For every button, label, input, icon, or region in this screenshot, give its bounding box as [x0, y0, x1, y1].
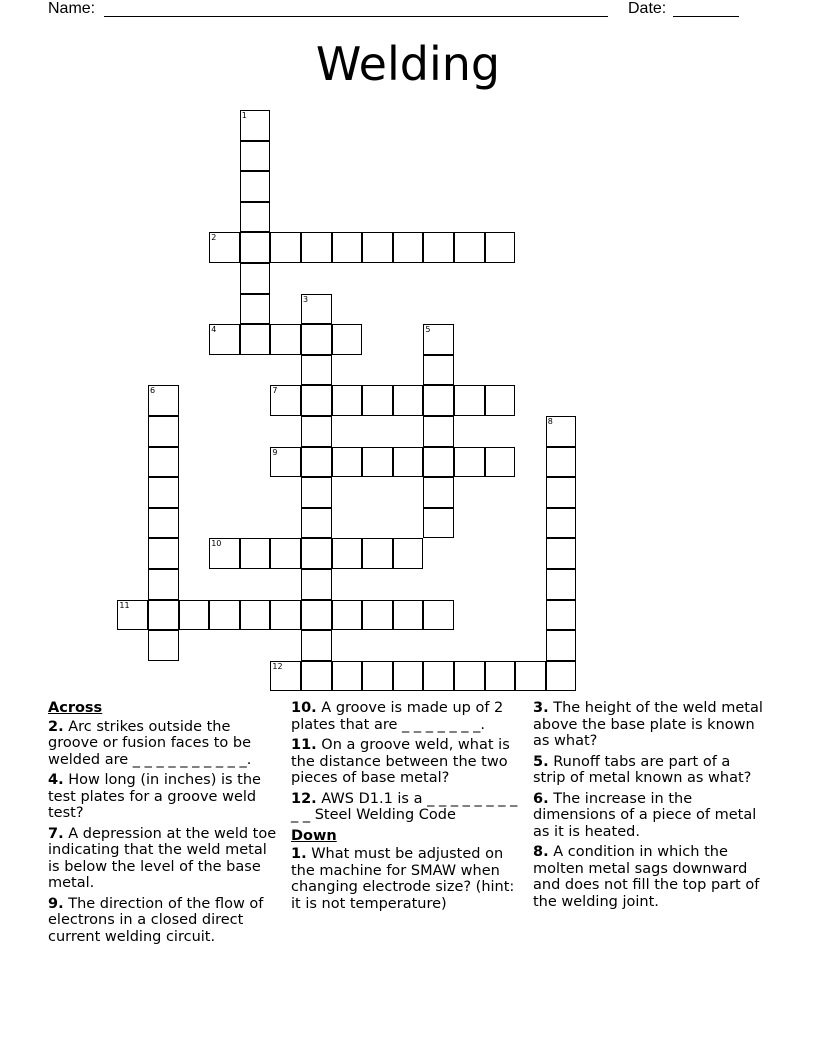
grid-cell[interactable]: [240, 141, 271, 172]
clue-down-6: [533, 791, 767, 841]
clue-text: AWS D1.1 is a _ _ _ _ _ _ _ _ _ _ Steel Welding Code: [291, 790, 518, 823]
grid-cell[interactable]: [270, 600, 301, 631]
cell-number: 4: [211, 325, 217, 335]
clue-across-7: [48, 826, 280, 892]
clue-text: The increase in the dimensions of a piece of metal as it is heated.: [533, 790, 757, 840]
grid-cell[interactable]: [148, 477, 179, 508]
grid-cell[interactable]: [332, 324, 363, 355]
grid-cell[interactable]: [454, 447, 485, 478]
cell-number: 1: [241, 111, 247, 120]
grid-cell[interactable]: [362, 538, 393, 569]
grid-cell[interactable]: [362, 232, 393, 263]
cell-number: 6: [150, 386, 156, 396]
grid-cell[interactable]: [454, 232, 485, 263]
grid-cell[interactable]: [423, 355, 454, 386]
grid-cell[interactable]: [362, 385, 393, 416]
clue-number: 7.: [48, 825, 64, 842]
grid-cell[interactable]: [546, 630, 577, 661]
grid-cell[interactable]: [332, 538, 363, 569]
grid-cell[interactable]: [393, 600, 424, 631]
grid-cell[interactable]: [423, 416, 454, 447]
grid-cell[interactable]: [270, 538, 301, 569]
page-title: Welding: [315, 37, 501, 91]
grid-cell[interactable]: [393, 385, 424, 416]
cell-number: 11: [119, 600, 130, 610]
clue-number: 11.: [291, 737, 317, 753]
clue-text: The height of the weld metal above the base plate is known as what?: [533, 700, 763, 749]
cell-number: 12: [272, 661, 283, 671]
clue-number: 1.: [291, 846, 307, 862]
clue-down-8: [533, 844, 767, 910]
clue-number: 6.: [533, 790, 549, 807]
grid-cell[interactable]: [240, 324, 271, 355]
clues-column-2: [291, 700, 521, 916]
grid-cell[interactable]: [546, 600, 577, 631]
grid-cell[interactable]: [332, 661, 363, 692]
grid-cell[interactable]: [515, 661, 546, 692]
clue-number: 5.: [533, 753, 549, 770]
name-label: Name:: [48, 0, 96, 17]
grid-cell[interactable]: [148, 630, 179, 661]
clue-across-9: [48, 896, 280, 946]
grid-cell[interactable]: [332, 385, 363, 416]
grid-cell[interactable]: [301, 232, 332, 263]
grid-cell[interactable]: [546, 508, 577, 539]
clue-across-11: [291, 737, 521, 787]
grid-cell[interactable]: [240, 294, 271, 325]
grid-cell[interactable]: [148, 538, 179, 569]
grid-cell[interactable]: [454, 385, 485, 416]
grid-cell[interactable]: [148, 447, 179, 478]
cell-number: 3: [303, 294, 309, 304]
grid-cell[interactable]: [270, 232, 301, 263]
grid-cell[interactable]: [485, 661, 516, 692]
grid-cell[interactable]: [362, 600, 393, 631]
grid-cell[interactable]: [362, 447, 393, 478]
grid-cell[interactable]: [485, 385, 516, 416]
grid-cell[interactable]: [148, 508, 179, 539]
grid-cell[interactable]: [546, 661, 577, 692]
clue-text: The direction of the flow of electrons in a closed direct current welding circuit.: [48, 895, 264, 945]
clue-number: 3.: [533, 700, 549, 716]
cell-number: 5: [425, 325, 431, 335]
grid-cell[interactable]: [423, 385, 454, 416]
grid-cell[interactable]: [148, 600, 179, 631]
grid-cell[interactable]: [332, 600, 363, 631]
grid-cell[interactable]: [301, 569, 332, 600]
clue-down-5: [533, 754, 767, 787]
grid-cell[interactable]: [546, 477, 577, 508]
cell-number: 8: [547, 417, 553, 426]
grid-cell[interactable]: [240, 171, 271, 202]
clue-number: 9.: [48, 895, 64, 912]
clue-number: 4.: [48, 772, 64, 788]
clue-across-2: [48, 719, 280, 769]
cell-number: 9: [272, 447, 278, 457]
grid-cell[interactable]: [209, 600, 240, 631]
grid-cell[interactable]: [301, 324, 332, 355]
grid-cell[interactable]: [148, 569, 179, 600]
grid-cell[interactable]: [454, 661, 485, 692]
grid-cell[interactable]: [423, 508, 454, 539]
grid-cell[interactable]: [301, 447, 332, 478]
clues-column-3: [533, 700, 767, 914]
clue-across-10: [291, 700, 521, 733]
clue-text: Runoff tabs are part of a strip of metal known as what?: [533, 753, 752, 786]
grid-cell[interactable]: [240, 202, 271, 233]
clue-number: 2.: [48, 718, 64, 735]
grid-cell[interactable]: [332, 447, 363, 478]
clue-text: What must be adjusted on the machine for SMAW when changing electrode size? (hint: it is not temperature): [291, 846, 515, 912]
clue-text: On a groove weld, what is the distance between the two pieces of base metal?: [291, 737, 510, 786]
cell-number: 2: [211, 233, 217, 243]
clue-down-1: [291, 846, 521, 912]
grid-cell[interactable]: [301, 385, 332, 416]
grid-cell[interactable]: [240, 600, 271, 631]
grid-cell[interactable]: [301, 661, 332, 692]
date-label: Date:: [628, 0, 667, 17]
clue-down-3: [533, 700, 767, 750]
grid-cell[interactable]: [546, 569, 577, 600]
cell-number: 7: [272, 386, 278, 396]
grid-cell[interactable]: [301, 477, 332, 508]
grid-cell[interactable]: [393, 661, 424, 692]
clue-text: A groove is made up of 2 plates that are _ _ _ _ _ _ _.: [291, 700, 504, 733]
grid-cell[interactable]: [332, 232, 363, 263]
cell-number: 10: [211, 539, 222, 549]
clues-column-1: [48, 700, 280, 949]
grid-cell[interactable]: [148, 416, 179, 447]
grid-cell[interactable]: [301, 508, 332, 539]
grid-cell[interactable]: [301, 600, 332, 631]
grid-cell[interactable]: [485, 447, 516, 478]
grid-cell[interactable]: [301, 355, 332, 386]
clue-number: 10.: [291, 700, 317, 716]
grid-cell[interactable]: [393, 538, 424, 569]
grid-cell[interactable]: [423, 232, 454, 263]
clue-across-12: [291, 791, 521, 824]
grid-cell[interactable]: [485, 232, 516, 263]
grid-cell[interactable]: [240, 538, 271, 569]
grid-cell[interactable]: [393, 232, 424, 263]
grid-cell[interactable]: [423, 447, 454, 478]
clue-text: Arc strikes outside the groove or fusion faces to be welded are _ _ _ _ _ _ _ _ _ _.: [48, 718, 252, 768]
clue-text: A condition in which the molten metal sags downward and does not fill the top part of the welding joint.: [533, 844, 760, 910]
grid-cell[interactable]: [423, 661, 454, 692]
grid-cell[interactable]: [270, 324, 301, 355]
grid-cell[interactable]: [301, 538, 332, 569]
grid-cell[interactable]: [393, 447, 424, 478]
grid-cell[interactable]: [240, 263, 271, 294]
clue-text: A depression at the weld toe indicating that the weld metal is below the level of the base metal.: [48, 825, 277, 891]
grid-cell[interactable]: [546, 538, 577, 569]
clue-number: 8.: [533, 844, 549, 860]
across-heading: Across: [48, 700, 103, 716]
grid-cell[interactable]: [423, 600, 454, 631]
grid-cell[interactable]: [240, 232, 271, 263]
grid-cell[interactable]: [179, 600, 210, 631]
grid-cell[interactable]: [546, 447, 577, 478]
clue-across-4: [48, 772, 280, 822]
grid-cell[interactable]: [362, 661, 393, 692]
clue-number: 12.: [291, 790, 317, 807]
grid-cell[interactable]: [423, 477, 454, 508]
grid-cell[interactable]: [301, 416, 332, 447]
clue-text: How long (in inches) is the test plates for a groove weld test?: [48, 772, 261, 821]
down-heading: Down: [291, 827, 337, 844]
grid-cell[interactable]: [301, 630, 332, 661]
